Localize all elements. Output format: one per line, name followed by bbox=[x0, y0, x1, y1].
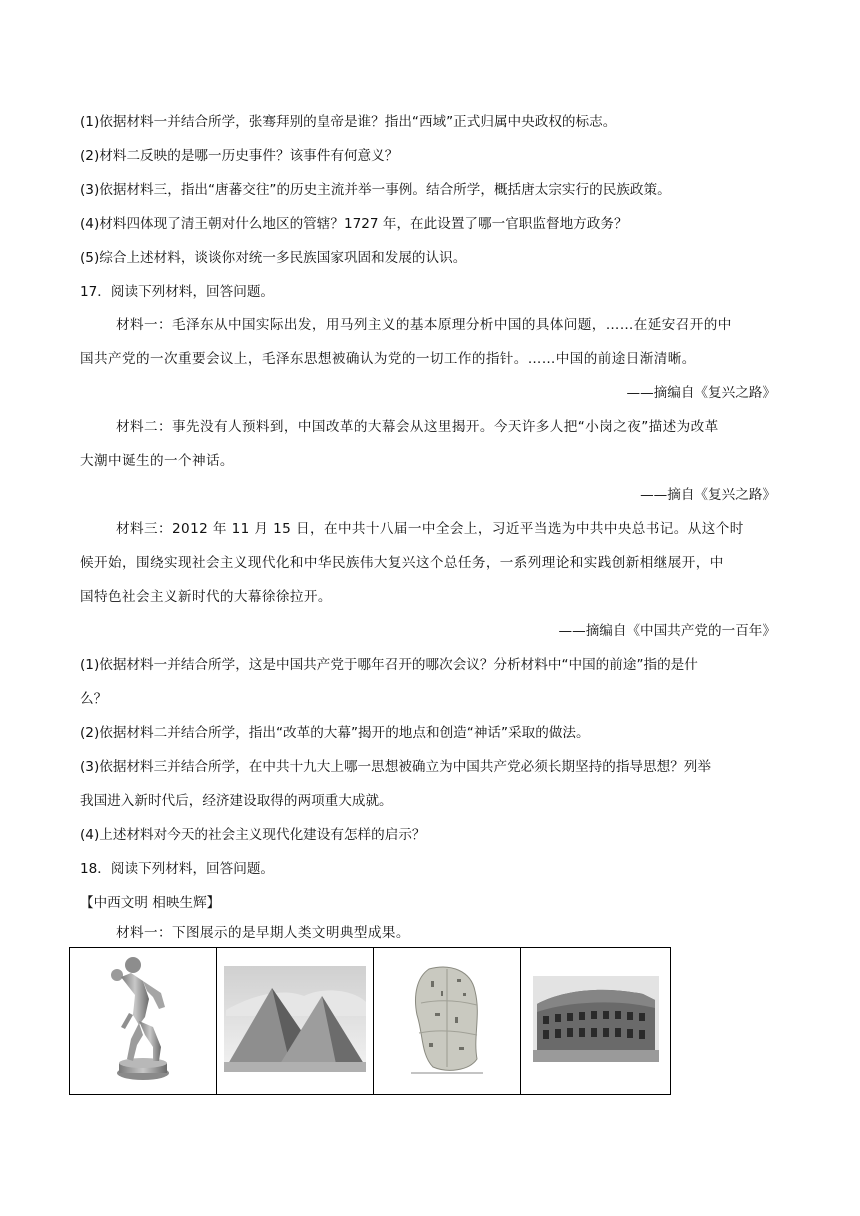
image-cell-colosseum bbox=[521, 948, 671, 1095]
image-cell-oracle-bone bbox=[374, 948, 521, 1095]
egyptian-pyramids-image bbox=[224, 966, 366, 1072]
q17-sub-3-line-2: 我国进入新时代后，经济建设取得的两项重大成就。 bbox=[80, 793, 393, 809]
q17-material-2-source: ——摘自《复兴之路》 bbox=[640, 487, 776, 503]
q18-material-1: 材料一：下图展示的是早期人类文明典型成果。 bbox=[116, 925, 410, 941]
q18-section-title: 【中西文明 相映生辉】 bbox=[80, 895, 221, 911]
q17-sub-1-line-1: (1)依据材料一并结合所学，这是中国共产党于哪年召开的哪次会议？分析材料中“中国的前途”指的是什 bbox=[80, 657, 698, 673]
q17-material-3-line-1: 材料三：2012 年 11 月 15 日，在中共十八届一中全会上，习近平当选为中共中央总书记。从这个时 bbox=[116, 521, 744, 537]
q17-sub-4: (4)上述材料对今天的社会主义现代化建设有怎样的启示？ bbox=[80, 827, 426, 843]
oracle-bone-image bbox=[411, 963, 483, 1075]
q17-sub-1-line-2: 么？ bbox=[80, 691, 108, 707]
q17-material-1-source: ——摘编自《复兴之路》 bbox=[626, 385, 776, 401]
image-cell-discus-thrower bbox=[70, 948, 217, 1095]
q17-sub-2: (2)依据材料二并结合所学，指出“改革的大幕”揭开的地点和创造“神话”采取的做法。 bbox=[80, 725, 590, 741]
q16-sub-4: (4)材料四体现了清王朝对什么地区的管辖？1727 年，在此设置了哪一官职监督地方政务？ bbox=[80, 216, 628, 232]
discus-thrower-statue-image bbox=[103, 955, 183, 1083]
q17-material-3-line-2: 候开始，围绕实现社会主义现代化和中华民族伟大复兴这个总任务，一系列理论和实践创新相继展开，中 bbox=[80, 555, 724, 571]
q17-material-3-source: ——摘编自《中国共产党的一百年》 bbox=[558, 623, 776, 639]
q17-heading: 17．阅读下列材料，回答问题。 bbox=[80, 284, 275, 300]
q17-material-2-line-2: 大潮中诞生的一个神话。 bbox=[80, 453, 234, 469]
image-cell-pyramids bbox=[217, 948, 374, 1095]
q16-sub-5: (5)综合上述材料，谈谈你对统一多民族国家巩固和发展的认识。 bbox=[80, 250, 467, 266]
q17-material-2-line-1: 材料二：事先没有人预料到，中国改革的大幕会从这里揭开。今天许多人把“小岗之夜”描述为改革 bbox=[116, 419, 719, 435]
q17-material-1-line-1: 材料一：毛泽东从中国实际出发，用马列主义的基本原理分析中国的具体问题，……在延安召开的中 bbox=[116, 317, 732, 333]
roman-colosseum-image bbox=[533, 976, 659, 1062]
image-table bbox=[69, 947, 671, 1095]
q17-material-1-line-2: 国共产党的一次重要会议上，毛泽东思想被确认为党的一切工作的指针。……中国的前途日渐清晰。 bbox=[80, 351, 696, 367]
q18-heading: 18．阅读下列材料，回答问题。 bbox=[80, 861, 275, 877]
q16-sub-3: (3)依据材料三，指出“唐蕃交往”的历史主流并举一事例。结合所学，概括唐太宗实行的民族政策。 bbox=[80, 182, 671, 198]
q17-sub-3-line-1: (3)依据材料三并结合所学，在中共十九大上哪一思想被确立为中国共产党必须长期坚持的指导思想？列举 bbox=[80, 759, 711, 775]
q17-material-3-line-3: 国特色社会主义新时代的大幕徐徐拉开。 bbox=[80, 589, 332, 605]
q16-sub-1: (1)依据材料一并结合所学，张骞拜别的皇帝是谁？指出“西域”正式归属中央政权的标志。 bbox=[80, 114, 617, 130]
q16-sub-2: (2)材料二反映的是哪一历史事件？该事件有何意义？ bbox=[80, 148, 399, 164]
